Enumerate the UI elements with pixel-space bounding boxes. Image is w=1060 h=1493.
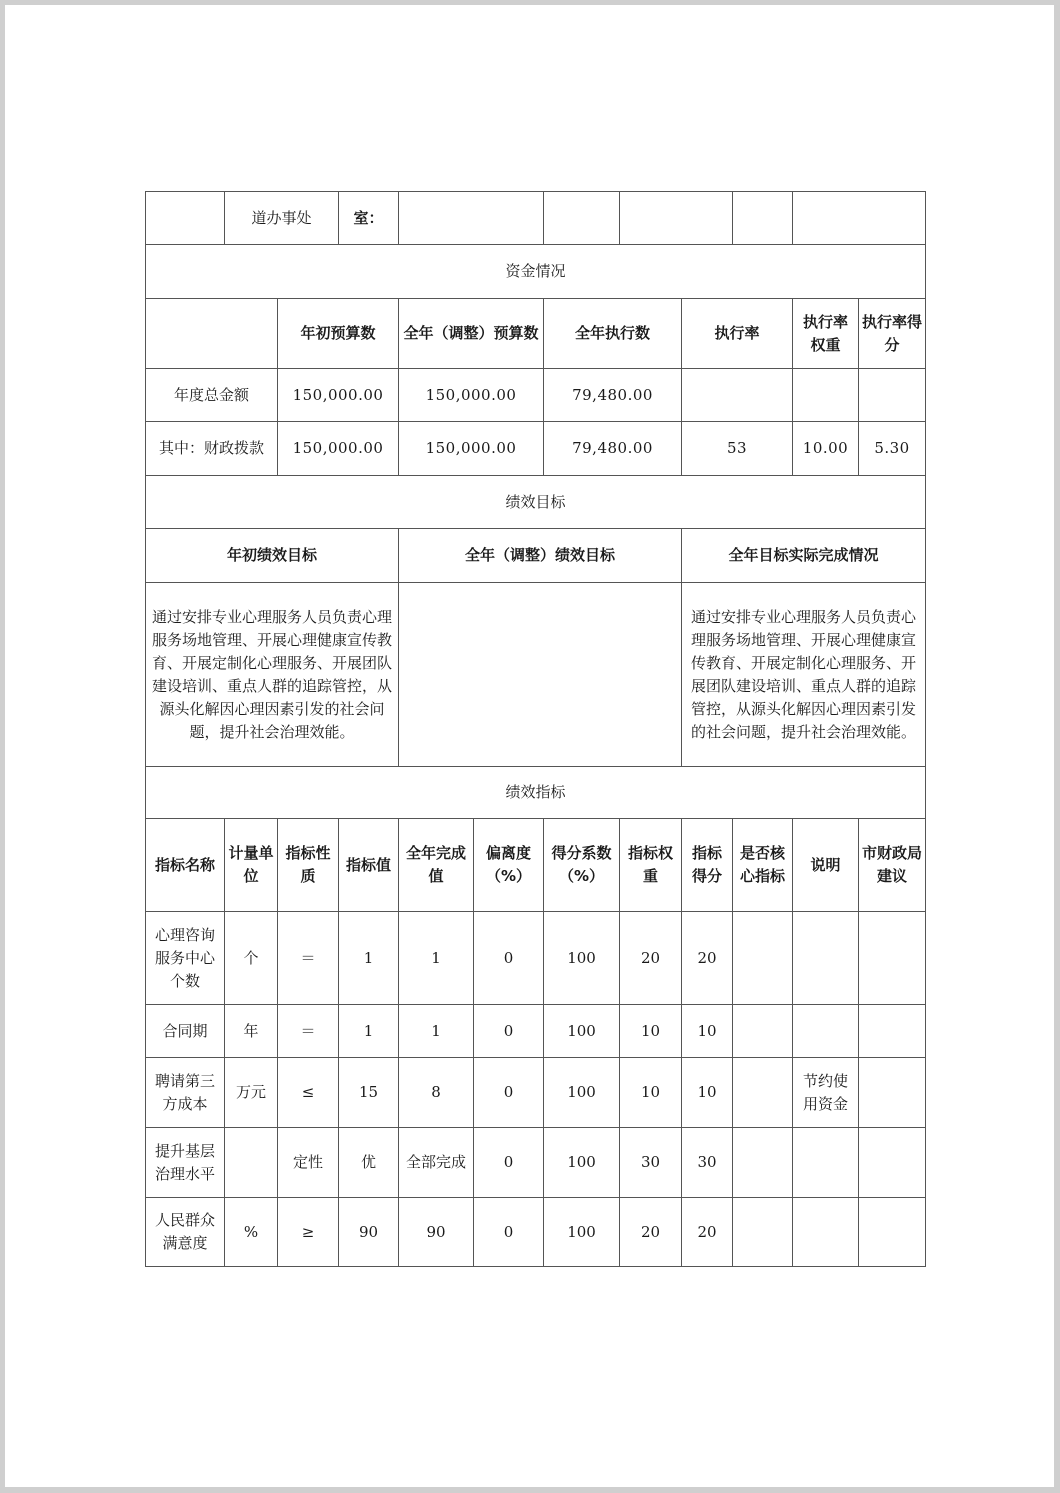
indicator-score: 10 (682, 1005, 733, 1058)
indicator-deviation: 0 (474, 1128, 544, 1198)
funds-initial: 150,000.00 (278, 369, 399, 422)
indicator-score: 10 (682, 1058, 733, 1128)
indicator-value: 1 (339, 912, 399, 1005)
indicator-unit: 年 (225, 1005, 278, 1058)
indicator-name: 人民群众满意度 (146, 1198, 225, 1267)
document-page (5, 5, 1054, 1487)
top-cell (793, 192, 926, 245)
funds-row (146, 369, 926, 422)
top-cell-room: 室： (339, 192, 399, 245)
top-cell-office: 道办事处 (225, 192, 339, 245)
indicator-advice (859, 912, 926, 1005)
indicator-header: 是否核心指标 (733, 819, 793, 912)
indicator-value: 1 (339, 1005, 399, 1058)
indicators-header-row (146, 819, 926, 912)
indicator-nature: ＝ (278, 912, 339, 1005)
indicator-coefficient: 100 (544, 1058, 620, 1128)
indicator-row (146, 1058, 926, 1128)
funds-header: 执行率得分 (859, 299, 926, 369)
indicator-unit (225, 1128, 278, 1198)
indicator-nature: ＝ (278, 1005, 339, 1058)
indicator-core (733, 1005, 793, 1058)
indicator-header: 偏离度（%） (474, 819, 544, 912)
indicator-core (733, 1058, 793, 1128)
indicator-row (146, 1128, 926, 1198)
funds-rate (682, 369, 793, 422)
indicator-note (793, 1005, 859, 1058)
funds-score (859, 369, 926, 422)
goals-content-row (146, 583, 926, 767)
indicator-score: 20 (682, 1198, 733, 1267)
indicator-header: 指标值 (339, 819, 399, 912)
funds-header-row (146, 299, 926, 369)
indicator-done: 1 (399, 1005, 474, 1058)
funds-row-label: 其中：财政拨款 (146, 422, 278, 476)
top-cell (146, 192, 225, 245)
top-cell (733, 192, 793, 245)
indicator-score: 30 (682, 1128, 733, 1198)
indicator-note (793, 1198, 859, 1267)
indicator-weight: 10 (620, 1058, 682, 1128)
top-row (146, 192, 926, 245)
indicator-core (733, 912, 793, 1005)
indicator-note (793, 912, 859, 1005)
top-cell (544, 192, 620, 245)
indicator-deviation: 0 (474, 912, 544, 1005)
indicator-unit: 万元 (225, 1058, 278, 1128)
funds-adjusted: 150,000.00 (399, 369, 544, 422)
indicator-header: 指标得分 (682, 819, 733, 912)
indicator-unit: % (225, 1198, 278, 1267)
indicator-nature: ≥ (278, 1198, 339, 1267)
indicator-row (146, 1198, 926, 1267)
goals-header-row (146, 529, 926, 583)
indicator-deviation: 0 (474, 1058, 544, 1128)
indicator-header: 指标性质 (278, 819, 339, 912)
goals-actual-text: 通过安排专业心理服务人员负责心理服务场地管理、开展心理健康宣传教育、开展定制化心理服务、开展团队建设培训、重点人群的追踪管控，从源头化解因心理因素引发的社会问题，提升社会治理效能。 (682, 583, 926, 767)
funds-weight: 10.00 (793, 422, 859, 476)
indicator-core (733, 1128, 793, 1198)
indicator-header: 计量单位 (225, 819, 278, 912)
indicator-advice (859, 1005, 926, 1058)
goals-title: 绩效目标 (146, 476, 926, 529)
indicator-row (146, 912, 926, 1005)
funds-initial: 150,000.00 (278, 422, 399, 476)
indicator-weight: 20 (620, 1198, 682, 1267)
indicator-coefficient: 100 (544, 1005, 620, 1058)
funds-title: 资金情况 (146, 245, 926, 299)
indicator-deviation: 0 (474, 1005, 544, 1058)
indicator-value: 15 (339, 1058, 399, 1128)
indicator-core (733, 1198, 793, 1267)
funds-header: 全年（调整）预算数 (399, 299, 544, 369)
indicator-advice (859, 1128, 926, 1198)
indicator-note: 节约使用资金 (793, 1058, 859, 1128)
indicator-done: 1 (399, 912, 474, 1005)
indicator-advice (859, 1198, 926, 1267)
goals-header: 全年目标实际完成情况 (682, 529, 926, 583)
indicator-header: 得分系数（%） (544, 819, 620, 912)
indicator-name: 心理咨询服务中心个数 (146, 912, 225, 1005)
indicator-header: 说明 (793, 819, 859, 912)
funds-header: 全年执行数 (544, 299, 682, 369)
funds-header-blank (146, 299, 278, 369)
indicator-weight: 30 (620, 1128, 682, 1198)
indicator-coefficient: 100 (544, 1128, 620, 1198)
funds-executed: 79,480.00 (544, 422, 682, 476)
indicator-coefficient: 100 (544, 912, 620, 1005)
funds-adjusted: 150,000.00 (399, 422, 544, 476)
goals-initial-text: 通过安排专业心理服务人员负责心理服务场地管理、开展心理健康宣传教育、开展定制化心理服务、开展团队建设培训、重点人群的追踪管控，从源头化解因心理因素引发的社会问题，提升社会治理效能。 (146, 583, 399, 767)
funds-header: 执行率权重 (793, 299, 859, 369)
indicator-header: 市财政局建议 (859, 819, 926, 912)
goals-header: 年初绩效目标 (146, 529, 399, 583)
indicator-advice (859, 1058, 926, 1128)
indicator-done: 全部完成 (399, 1128, 474, 1198)
funds-row (146, 422, 926, 476)
funds-weight (793, 369, 859, 422)
indicator-nature: ≤ (278, 1058, 339, 1128)
funds-executed: 79,480.00 (544, 369, 682, 422)
indicator-weight: 10 (620, 1005, 682, 1058)
indicator-done: 8 (399, 1058, 474, 1128)
indicators-title: 绩效指标 (146, 767, 926, 819)
indicator-nature: 定性 (278, 1128, 339, 1198)
funds-header: 执行率 (682, 299, 793, 369)
indicator-done: 90 (399, 1198, 474, 1267)
indicator-header: 全年完成值 (399, 819, 474, 912)
indicator-header: 指标权重 (620, 819, 682, 912)
indicator-score: 20 (682, 912, 733, 1005)
indicator-header: 指标名称 (146, 819, 225, 912)
indicator-row (146, 1005, 926, 1058)
indicator-coefficient: 100 (544, 1198, 620, 1267)
indicator-name: 提升基层治理水平 (146, 1128, 225, 1198)
top-cell (399, 192, 544, 245)
indicator-value: 90 (339, 1198, 399, 1267)
indicator-unit: 个 (225, 912, 278, 1005)
funds-score: 5.30 (859, 422, 926, 476)
indicator-note (793, 1128, 859, 1198)
goals-header: 全年（调整）绩效目标 (399, 529, 682, 583)
funds-row-label: 年度总金额 (146, 369, 278, 422)
goals-adjusted-text (399, 583, 682, 767)
top-cell (620, 192, 733, 245)
performance-table (145, 191, 926, 1267)
indicator-name: 合同期 (146, 1005, 225, 1058)
indicator-deviation: 0 (474, 1198, 544, 1267)
indicator-name: 聘请第三方成本 (146, 1058, 225, 1128)
indicator-value: 优 (339, 1128, 399, 1198)
funds-rate: 53 (682, 422, 793, 476)
funds-header: 年初预算数 (278, 299, 399, 369)
indicator-weight: 20 (620, 912, 682, 1005)
